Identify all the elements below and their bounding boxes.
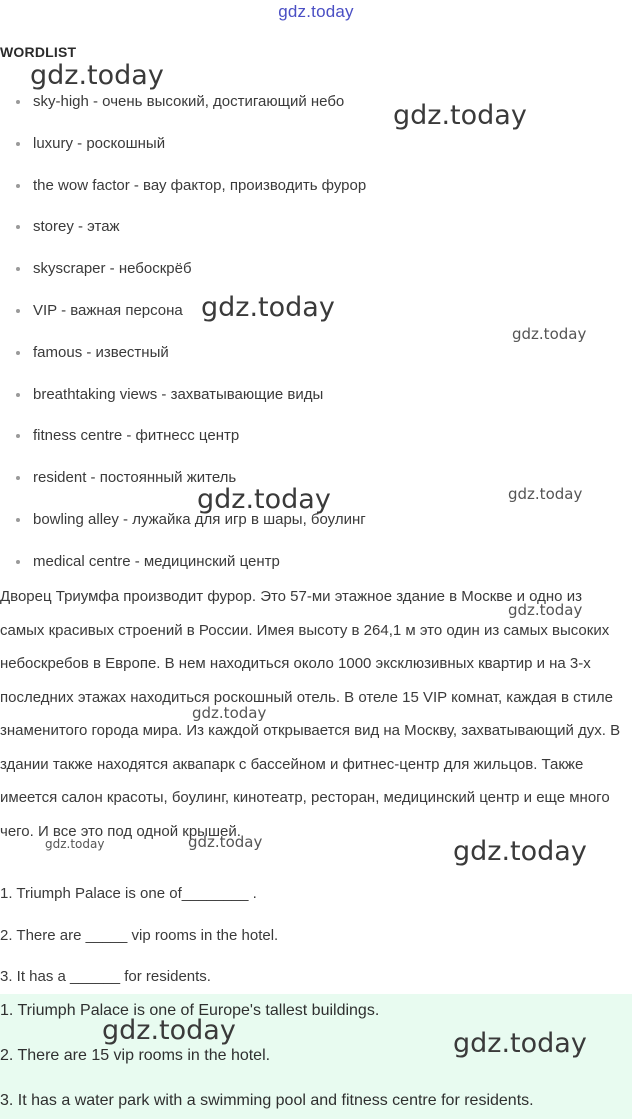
wordlist bbox=[0, 84, 366, 586]
wordlist-item: luxury - роскошный bbox=[0, 126, 366, 168]
task-2: 2. There are _____ vip rooms in the hotel. bbox=[0, 927, 279, 944]
wordlist-item: famous - известный bbox=[0, 335, 366, 377]
watermark: gdz.today bbox=[393, 100, 527, 131]
wordlist-item: resident - постоянный житель bbox=[0, 460, 366, 502]
watermark: gdz.today bbox=[192, 704, 267, 722]
watermark: gdz.today bbox=[197, 484, 331, 515]
wordlist-item: sky-high - очень высокий, достигающий небо bbox=[0, 84, 366, 126]
watermark: gdz.today bbox=[508, 601, 583, 619]
watermark: gdz.today bbox=[512, 325, 587, 343]
watermark: gdz.today bbox=[201, 292, 335, 323]
watermark: gdz.today bbox=[188, 833, 263, 851]
watermark: gdz.today bbox=[453, 836, 587, 867]
wordlist-heading: WORDLIST bbox=[0, 44, 77, 60]
answers-block bbox=[0, 994, 632, 1119]
wordlist-item: storey - этаж bbox=[0, 209, 366, 251]
wordlist-item: breathtaking views - захватывающие виды bbox=[0, 377, 366, 419]
watermark: gdz.today bbox=[102, 1015, 236, 1046]
watermark: gdz.today bbox=[45, 837, 105, 851]
watermark: gdz.today bbox=[453, 1028, 587, 1059]
watermark: gdz.today bbox=[30, 60, 164, 91]
wordlist-item: the wow factor - вау фактор, производить фурор bbox=[0, 168, 366, 210]
watermark: gdz.today bbox=[508, 485, 583, 503]
task-1: 1. Triumph Palace is one of________ . bbox=[0, 885, 257, 902]
wordlist-item: fitness centre - фитнесс центр bbox=[0, 418, 366, 460]
translation-paragraph: Дворец Триумфа производит фурор. Это 57-ми этажное здание в Москве и одно из самых красивых строений в России. Имея высоту в 264,1 м это один из самых высоких небоскребов в Европе. В нем находиться около 1000 эксклюзивных квартир и на 3-х последних этажах находиться роскошный отель. В отеле 15 VIP комнат, каждая в стиле знаменитого города мира. Из каждой открывается вид на Москву, захватывающий дух. В здании также находятся аквапарк с бассейном и фитнес-центр для жильцов. Также имеется салон красоты, боулинг, кинотеатр, ресторан, медицинский центр и еще много чего. И все это под одной крышей. bbox=[0, 588, 621, 840]
answer-3: 3. It has a water park with a swimming pool and fitness centre for residents. bbox=[0, 1092, 534, 1109]
wordlist-item: bowling alley - лужайка для игр в шары, боулинг bbox=[0, 502, 366, 544]
task-3: 3. It has a ______ for residents. bbox=[0, 968, 211, 985]
wordlist-item: skyscraper - небоскрёб bbox=[0, 251, 366, 293]
answer-2: 2. There are 15 vip rooms in the hotel. bbox=[0, 1047, 271, 1064]
answer-1: 1. Triumph Palace is one of Europe's tallest buildings. bbox=[0, 1002, 380, 1019]
wordlist-item: medical centre - медицинский центр bbox=[0, 544, 366, 586]
site-logo[interactable]: gdz.today bbox=[278, 2, 354, 21]
wordlist-item: VIP - важная персона bbox=[0, 293, 366, 335]
